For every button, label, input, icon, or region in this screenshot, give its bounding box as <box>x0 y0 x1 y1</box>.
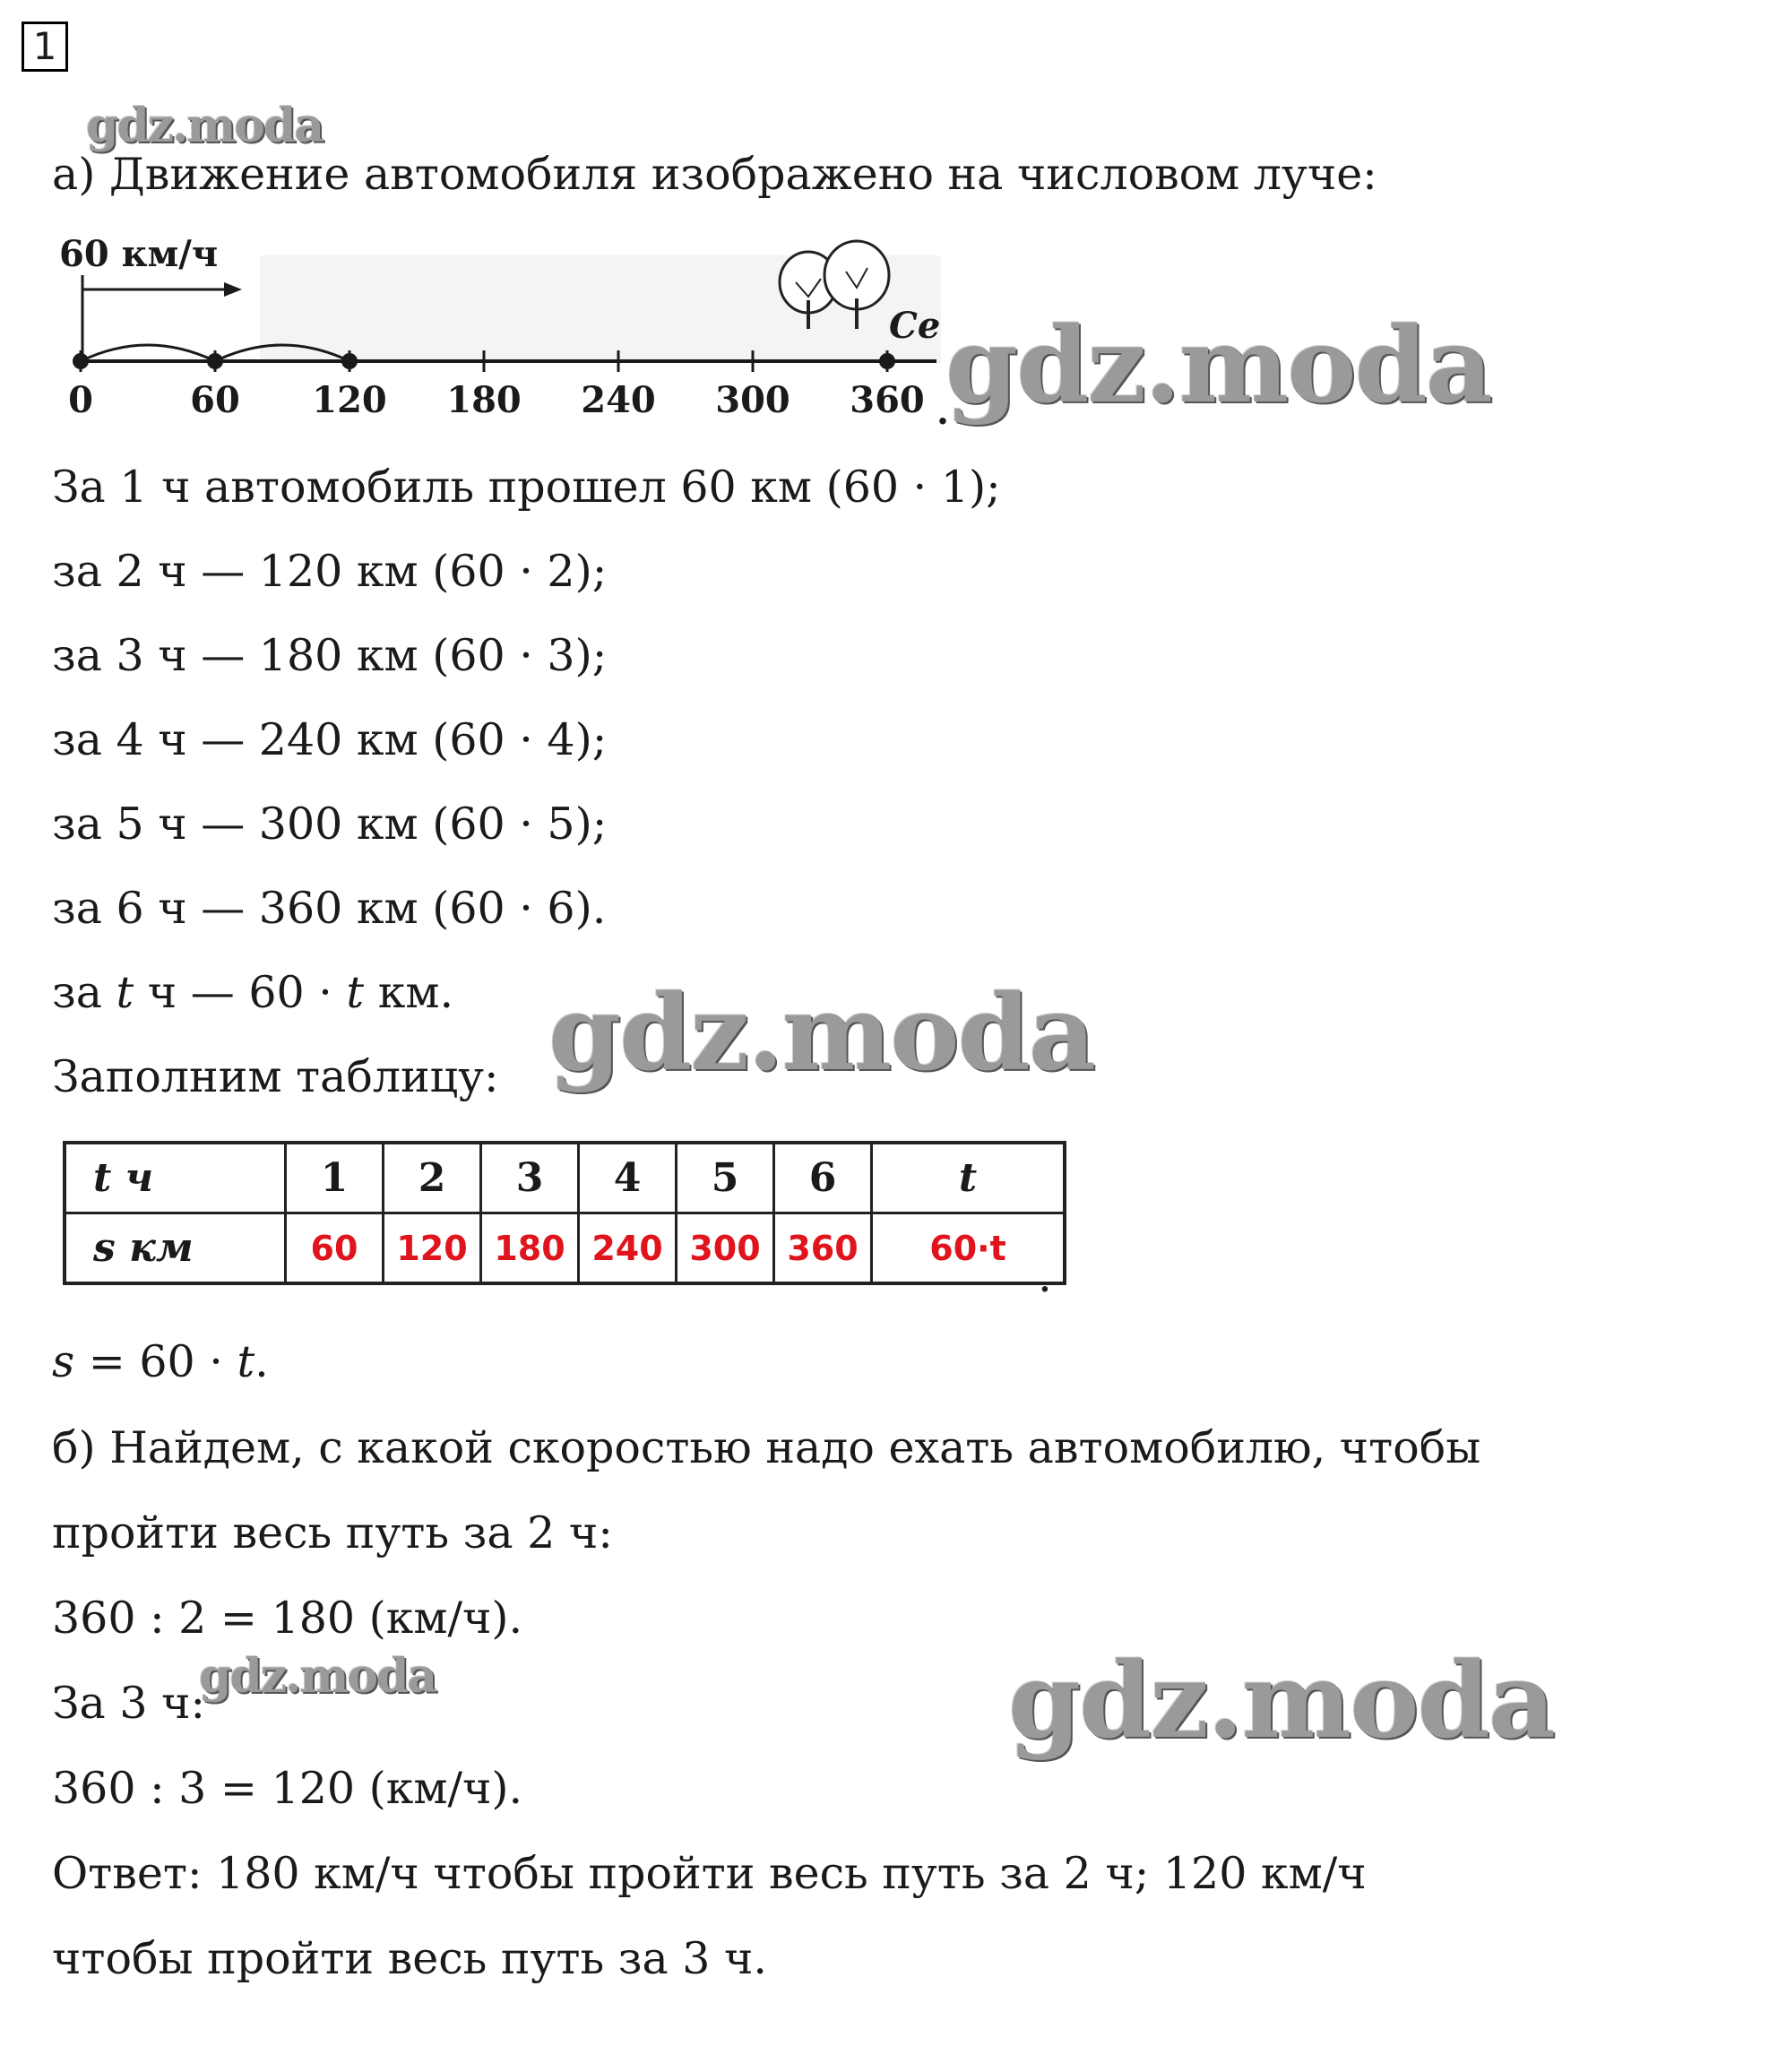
formula-line: s = 60 · t. <box>52 1336 269 1387</box>
answer-line: Ответ: 180 км/ч чтобы пройти весь путь за 2 ч; 120 км/ч <box>52 1848 1367 1899</box>
text-line: За 3 ч: <box>52 1678 205 1729</box>
table-cell: 1 <box>286 1143 384 1213</box>
watermark: gdz.moda <box>199 1649 436 1704</box>
text-line: за 4 ч — 240 км (60 · 4); <box>52 714 608 765</box>
table-header-t: t ч <box>65 1143 286 1213</box>
watermark: gdz.moda <box>548 972 1094 1094</box>
speed-label: 60 км/ч <box>59 233 219 275</box>
text-line: 360 : 3 = 120 (км/ч). <box>52 1763 523 1814</box>
table-row <box>65 1213 1065 1284</box>
text-line: 360 : 2 = 180 (км/ч). <box>52 1593 523 1644</box>
text-line: пройти весь путь за 2 ч: <box>52 1507 613 1558</box>
point-360 <box>879 353 895 369</box>
text-line: за 3 ч — 180 км (60 · 3); <box>52 630 608 681</box>
table-cell: 360 <box>774 1213 872 1284</box>
ray-tick-label: 0 <box>68 379 93 421</box>
figure-period: . <box>936 391 949 433</box>
table-row <box>65 1143 1065 1213</box>
point-0 <box>73 353 89 369</box>
text-line: за 2 ч — 120 км (60 · 2); <box>52 546 608 597</box>
table-cell: 4 <box>579 1143 677 1213</box>
table-cell: 300 <box>677 1213 774 1284</box>
table-cell: 3 <box>481 1143 579 1213</box>
watermark: gdz.moda <box>1008 1640 1554 1762</box>
table-cell: t <box>872 1143 1066 1213</box>
table-header-s: s км <box>65 1213 286 1284</box>
table-cell: 240 <box>579 1213 677 1284</box>
ray-tick-label: 360 <box>850 379 925 421</box>
ray-tick-label: 60 <box>190 379 240 421</box>
task-number: 1 <box>22 22 68 72</box>
table-cell: 6 <box>774 1143 872 1213</box>
text-line: б) Найдем, с какой скоростью надо ехать автомобилю, чтобы <box>52 1422 1481 1473</box>
number-ray-figure <box>54 229 949 433</box>
fill-table-line: Заполним таблицу: <box>52 1051 499 1102</box>
table-cell: 120 <box>384 1213 481 1284</box>
part-a-intro: а) Движение автомобиля изображено на числовом луче: <box>52 149 1377 200</box>
point-120 <box>341 353 358 369</box>
text-line: За 1 ч автомобиль прошел 60 км (60 · 1); <box>52 462 1001 513</box>
ray-tick-label: 300 <box>715 379 790 421</box>
table-cell: 60 <box>286 1213 384 1284</box>
values-table <box>63 1141 1066 1285</box>
table-cell: 2 <box>384 1143 481 1213</box>
ray-tick-label: 120 <box>312 379 387 421</box>
text-line: за 5 ч — 300 км (60 · 5); <box>52 799 608 850</box>
table-cell: 60·t <box>872 1213 1066 1284</box>
point-60 <box>207 353 223 369</box>
watermark: gdz.moda <box>945 305 1491 427</box>
table-cell: 5 <box>677 1143 774 1213</box>
ray-tick-label: 240 <box>581 379 656 421</box>
watermark: gdz.moda <box>86 99 324 153</box>
arc-1 <box>81 345 215 361</box>
answer-line: чтобы пройти весь путь за 3 ч. <box>52 1933 767 1984</box>
ray-tick-label: 180 <box>446 379 522 421</box>
village-label: Се <box>889 305 941 347</box>
table-cell: 180 <box>481 1213 579 1284</box>
text-line-t: за t ч — 60 · t км. <box>52 967 454 1018</box>
table-period: . <box>1038 1250 1052 1302</box>
arrow-head-icon <box>224 282 242 297</box>
text-line: за 6 ч — 360 км (60 · 6). <box>52 883 607 934</box>
